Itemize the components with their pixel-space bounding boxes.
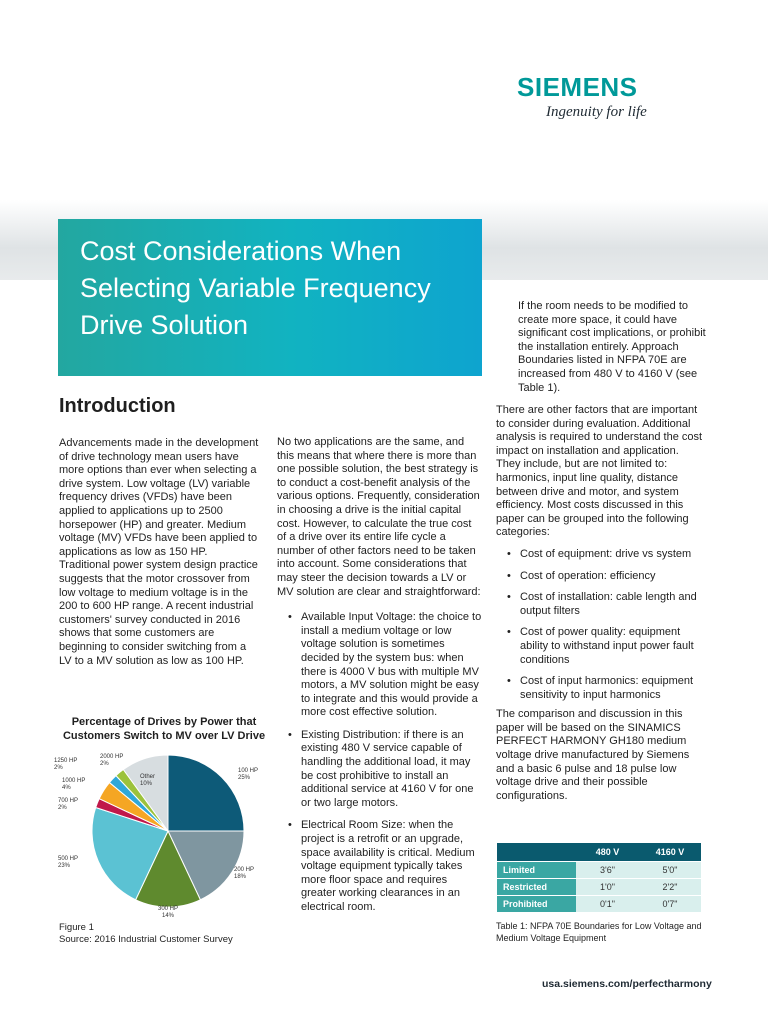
list-item: [277, 729, 482, 811]
list-item-text: Available Input Voltage: the choice to install a medium voltage or low voltage solution is sometimes decided by the system bus: when there is 4000 V bus with multiple MV motors, a MV solution might be easy to integrate and this would provide a more cost effective solution.: [301, 611, 482, 719]
bullet-icon: •: [288, 819, 292, 832]
row-label: Restricted: [497, 879, 576, 896]
list-item-text: Cost of equipment: drive vs system: [520, 547, 692, 560]
considerations-paragraph: No two applications are the same, and this means that where there is more than one possible solution, the best strategy is to conduct a cost-benefit analysis of the various options. Frequently, consideration in choosing a drive is the initial capital cost. However, to calculate the true cost of a drive over its entire life cycle a number of other factors need to be taken into account. Some considerations that may steer the decision towards a LV or MV solution are clear and straightforward:: [277, 436, 481, 598]
slice-label: 2000 HP 2%: [100, 754, 124, 767]
column-right: [496, 404, 706, 813]
logo-wordmark: SIEMENS: [517, 72, 638, 102]
figure-source: Source: 2016 Industrial Customer Survey: [59, 934, 233, 945]
list-item: [277, 611, 482, 720]
room-paragraph: If the room needs to be modified to create more space, it could have significant cost implications, or prohibit the installation entirely. Approach Boundaries listed in NFPA 70E are increased from 480 V to 4160 V (see Table 1).: [518, 300, 706, 394]
slice-label: 500 HP 23%: [58, 856, 79, 869]
list-item-text: Existing Distribution: if there is an existing 480 V service capable of handling the additional load, it may be cost prohibitive to install an additional service at 4160 V for one or two large motors.: [301, 728, 474, 809]
row-label: Prohibited: [497, 896, 576, 913]
table-cell: 2'2": [639, 879, 701, 896]
table-header-cell: [497, 843, 576, 862]
figure-caption: [59, 922, 233, 946]
logo-tagline: Ingenuity for life: [546, 104, 647, 120]
slice-label: Other 10%: [140, 774, 156, 787]
comparison-paragraph: The comparison and discussion in this paper will be based on the SINAMICS PERFECT HARMONY GH180 medium voltage drive manufactured by Siemens and a basic 6 pulse and 18 pulse low voltage drive and their possible configurations.: [496, 708, 690, 802]
table-caption: Table 1: NFPA 70E Boundaries for Low Voltage and Medium Voltage Equipment: [496, 921, 702, 943]
intro-heading: Introduction: [59, 395, 176, 417]
list-item-text: Cost of input harmonics: equipment sensitivity to input harmonics: [520, 675, 694, 701]
table-header-row: [497, 843, 701, 862]
table-cell: 0'1": [576, 896, 639, 913]
table-cell: 0'7": [639, 896, 701, 913]
pie-slice-100-hp: [168, 755, 244, 831]
slice-label: 200 HP 18%: [234, 867, 255, 880]
bullet-icon: •: [507, 547, 511, 560]
slice-label: 100 HP 25%: [238, 768, 259, 781]
siemens-logo: [500, 52, 700, 130]
list-item: [277, 819, 482, 914]
slice-label: 1000 HP 4%: [62, 778, 86, 791]
cost-categories-list: [496, 548, 706, 702]
list-item-text: Cost of power quality: equipment ability to withstand input power fault conditions: [520, 626, 694, 666]
table-cell: 1'0": [576, 879, 639, 896]
bullet-icon: •: [507, 591, 511, 604]
table-header-cell: 4160 V: [639, 843, 701, 862]
page-title: Cost Considerations When Selecting Variable Frequency Drive Solution: [80, 236, 431, 340]
bullet-icon: •: [507, 569, 511, 582]
column-middle: [277, 436, 482, 923]
table-row: [497, 879, 701, 896]
table-header-cell: 480 V: [576, 843, 639, 862]
pie-chart: [52, 744, 267, 919]
list-item-text: Cost of installation: cable length and output filters: [520, 591, 697, 617]
considerations-list: [277, 611, 482, 914]
intro-paragraph: Advancements made in the development of drive technology mean users have more options than ever when selecting a drive system. Low voltage (LV) variable frequency drives (VFDs) have been applied to applications up to 2500 horsepower (HP) and greater. Medium voltage (MV) VFDs have been applied to applications as low as 150 HP. Traditional power system design practice suggests that the motor crossover from low voltage to medium voltage is in the 200 to 600 HP range. A recent industrial customers' survey conducted in 2016 shows that some customers are beginning to consider switching from a LV to a MV solution as low as 100 HP.: [59, 437, 259, 667]
list-item-text: Electrical Room Size: when the project is a retrofit or an upgrade, space availability is critical. Medium voltage equipment typically takes more floor space and requires greater working clearances in an electrical room.: [301, 819, 475, 913]
bullet-icon: •: [507, 675, 511, 688]
bullet-icon: •: [288, 611, 292, 624]
list-item: [496, 570, 706, 584]
slice-label: 1250 HP 2%: [54, 758, 78, 771]
title-banner: [58, 219, 482, 376]
table-row: [497, 896, 701, 913]
factors-paragraph: There are other factors that are important to consider during evaluation. Additional analysis is required to understand the cost impact on installation and application. They include, but are not limited to: harmonics, input line quality, distance between drive and motor, and system efficiency. Most costs discussed in this paper can be grouped into the following categories:: [496, 404, 703, 539]
bullet-icon: •: [507, 626, 511, 639]
list-item: [496, 626, 706, 667]
slice-label: 300 HP 14%: [157, 906, 179, 919]
list-item-text: Cost of operation: efficiency: [520, 569, 656, 582]
table-row: [497, 862, 701, 879]
list-item: [496, 548, 706, 562]
boundaries-table: [497, 843, 701, 912]
column-left: [59, 437, 261, 678]
row-label: Limited: [497, 862, 576, 879]
slice-label: 700 HP 2%: [58, 798, 79, 811]
bullet-icon: •: [288, 728, 292, 741]
table-cell: 5'0": [639, 862, 701, 879]
list-item: [496, 675, 706, 702]
list-item: [496, 591, 706, 618]
footer-url: usa.siemens.com/perfectharmony: [542, 978, 712, 990]
table-cell: 3'6": [576, 862, 639, 879]
chart-title: Percentage of Drives by Power that Customers Switch to MV over LV Drive: [62, 716, 266, 742]
figure-label: Figure 1: [59, 922, 94, 933]
